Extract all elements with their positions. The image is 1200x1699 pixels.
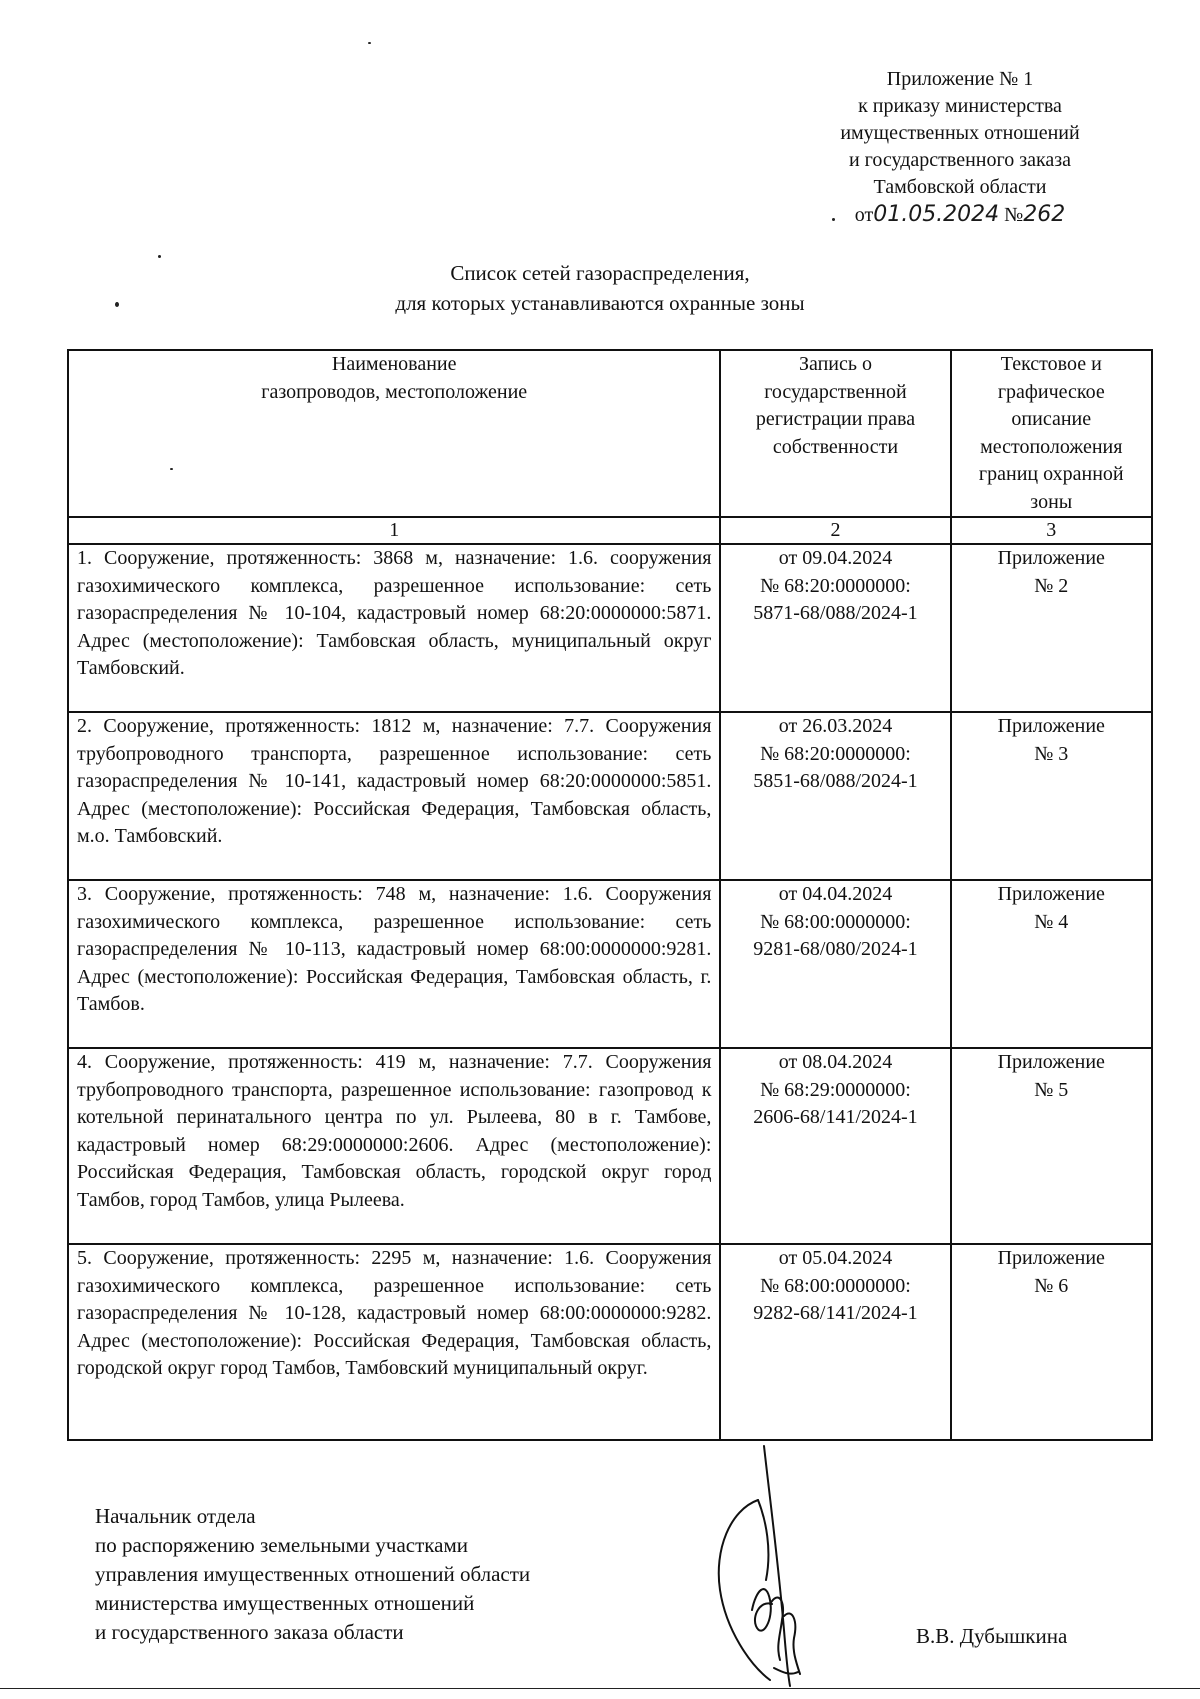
appendix-ref-line: № 6: [1034, 1274, 1069, 1297]
header-text: собственности: [772, 435, 899, 458]
appendix-line: к приказу министерства: [858, 95, 1062, 117]
appendix-ref-line: Приложение: [997, 715, 1105, 737]
scan-speck: [158, 255, 161, 258]
table-row: [68, 1048, 1152, 1244]
header-text: регистрации права: [755, 408, 916, 430]
row-registration: [720, 1048, 950, 1244]
appendix-ref-line: № 2: [1034, 574, 1069, 597]
header-registration: [720, 350, 950, 517]
row-appendix-ref: [951, 712, 1152, 880]
appendix-ref-line: Приложение: [997, 1051, 1105, 1073]
signatory-position: [95, 1502, 695, 1647]
order-number-handwritten: 262: [1023, 202, 1066, 227]
appendix-ref-line: Приложение: [997, 547, 1105, 569]
column-number: 3: [951, 517, 1152, 544]
row-appendix-ref: [951, 544, 1152, 712]
row-registration: [720, 712, 950, 880]
signer-name: В.В. Дубышкина: [916, 1624, 1068, 1648]
row-name-location: 4. Сооружение, протяженность: 419 м, назначение: 7.7. Сооружения трубопроводного транспорта, разрешенное использование: газопровод к котельной перинатального центра по ул. Рылеева, 80 в г. Тамбове, кадастровый номер 68:29:0000000:2606. Адрес (местоположение): Российская Федерация, Тамбовская область, городской округ город Тамбов, город Тамбов, улица Рылеева.: [68, 1048, 720, 1244]
registration-line: 5851-68/088/2024-1: [753, 770, 918, 792]
title-line-2: для которых устанавливаются охранные зоны: [395, 291, 805, 315]
position-line: и государственного заказа области: [95, 1620, 404, 1644]
position-line: министерства имущественных отношений: [95, 1591, 475, 1615]
table-row: [68, 880, 1152, 1048]
appendix-line: и государственного заказа: [848, 149, 1072, 171]
row-registration: [720, 880, 950, 1048]
table-row: [68, 712, 1152, 880]
header-text: Текстовое и: [1000, 353, 1102, 375]
registration-line: № 68:29:0000000:: [760, 1078, 911, 1101]
registration-line: от 09.04.2024: [778, 547, 893, 569]
registration-line: 5871-68/088/2024-1: [753, 602, 918, 624]
header-text: Запись о: [798, 353, 872, 375]
table-row: [68, 1244, 1152, 1440]
row-name-location: 1. Сооружение, протяженность: 3868 м, назначение: 1.6. сооружения газохимического комплекса, разрешенное использование: сеть газораспределения № 10-104, кадастровый номер 68:20:0000000:5871. Адрес (местоположение): Тамбовская область, муниципальный округ Тамбовский.: [68, 544, 720, 712]
row-registration: [720, 544, 950, 712]
appendix-ref-line: № 4: [1034, 910, 1069, 933]
scan-speck: [832, 218, 835, 221]
table-header-row: [68, 350, 1152, 517]
order-date-handwritten: 01.05.2024: [873, 202, 1000, 227]
order-prefix: от: [854, 204, 874, 226]
scan-speck: [170, 468, 173, 470]
position-line: Начальник отдела: [95, 1504, 256, 1528]
row-name-location: 2. Сооружение, протяженность: 1812 м, назначение: 7.7. Сооружения трубопроводного транспорта, разрешенное использование: сеть газораспределения № 10-141, кадастровый номер 68:20:0000000:5851. Адрес (местоположение): Российская Федерация, Тамбовская область, м.о. Тамбовский.: [68, 712, 720, 880]
order-reference: [790, 201, 1130, 229]
gas-networks-table: [67, 349, 1153, 1441]
table-row: [68, 544, 1152, 712]
position-line: управления имущественных отношений области: [95, 1562, 531, 1586]
column-number: 2: [720, 517, 950, 544]
header-text: государственной: [764, 380, 907, 403]
header-text: Наименование: [331, 353, 457, 375]
row-appendix-ref: [951, 1048, 1152, 1244]
registration-line: от 08.04.2024: [778, 1051, 893, 1073]
row-name-location: 3. Сооружение, протяженность: 748 м, назначение: 1.6. Сооружения газохимического комплекса, разрешенное использование: сеть газораспределения № 10-113, кадастровый номер 68:00:0000000:9281. Адрес (местоположение): Российская Федерация, Тамбовская область, г. Тамбов.: [68, 880, 720, 1048]
title-line-1: Список сетей газораспределения,: [450, 261, 750, 285]
header-text: графическое: [997, 380, 1105, 403]
appendix-line: Тамбовской области: [873, 176, 1047, 198]
registration-line: № 68:20:0000000:: [760, 742, 911, 765]
header-description: [951, 350, 1152, 517]
appendix-ref-line: № 5: [1034, 1078, 1069, 1101]
header-text: описание: [1011, 408, 1092, 430]
column-number-row: [68, 517, 1152, 544]
appendix-ref-line: № 3: [1034, 742, 1069, 765]
header-text: газопроводов, местоположение: [261, 380, 528, 403]
registration-line: № 68:00:0000000:: [760, 1274, 911, 1297]
order-number-prefix: №: [1004, 204, 1024, 226]
header-text: местоположения: [980, 435, 1123, 458]
registration-line: № 68:00:0000000:: [760, 910, 911, 933]
scan-edge-line: [0, 1688, 1200, 1689]
scan-speck: [115, 302, 119, 307]
registration-line: 2606-68/141/2024-1: [753, 1106, 918, 1128]
registration-line: 9282-68/141/2024-1: [753, 1302, 918, 1324]
appendix-ref-line: Приложение: [997, 1247, 1105, 1269]
registration-line: от 04.04.2024: [778, 883, 893, 905]
row-name-location: 5. Сооружение, протяженность: 2295 м, назначение: 1.6. Сооружения газохимического комплекса, разрешенное использование: сеть газораспределения № 10-128, кадастровый номер 68:00:0000000:9282. Адрес (местоположение): Российская Федерация, Тамбовская область, городской округ город Тамбов, Тамбовский муниципальный округ.: [68, 1244, 720, 1440]
position-line: по распоряжению земельными участками: [95, 1533, 469, 1557]
header-text: границ охранной: [978, 463, 1124, 485]
registration-line: № 68:20:0000000:: [760, 574, 911, 597]
column-number: 1: [68, 517, 720, 544]
registration-line: от 26.03.2024: [778, 715, 893, 737]
header-text: зоны: [1030, 490, 1073, 513]
appendix-line: имущественных отношений: [840, 122, 1080, 144]
appendix-ref-line: Приложение: [997, 883, 1105, 905]
registration-line: от 05.04.2024: [778, 1247, 893, 1269]
row-appendix-ref: [951, 880, 1152, 1048]
row-appendix-ref: [951, 1244, 1152, 1440]
appendix-line: Приложение № 1: [886, 68, 1034, 90]
signature-icon: [700, 1440, 850, 1690]
appendix-header: [790, 66, 1130, 229]
document-title: [200, 258, 1000, 318]
scan-speck: [368, 42, 371, 44]
header-name: [68, 350, 720, 517]
registration-line: 9281-68/080/2024-1: [753, 938, 918, 960]
row-registration: [720, 1244, 950, 1440]
